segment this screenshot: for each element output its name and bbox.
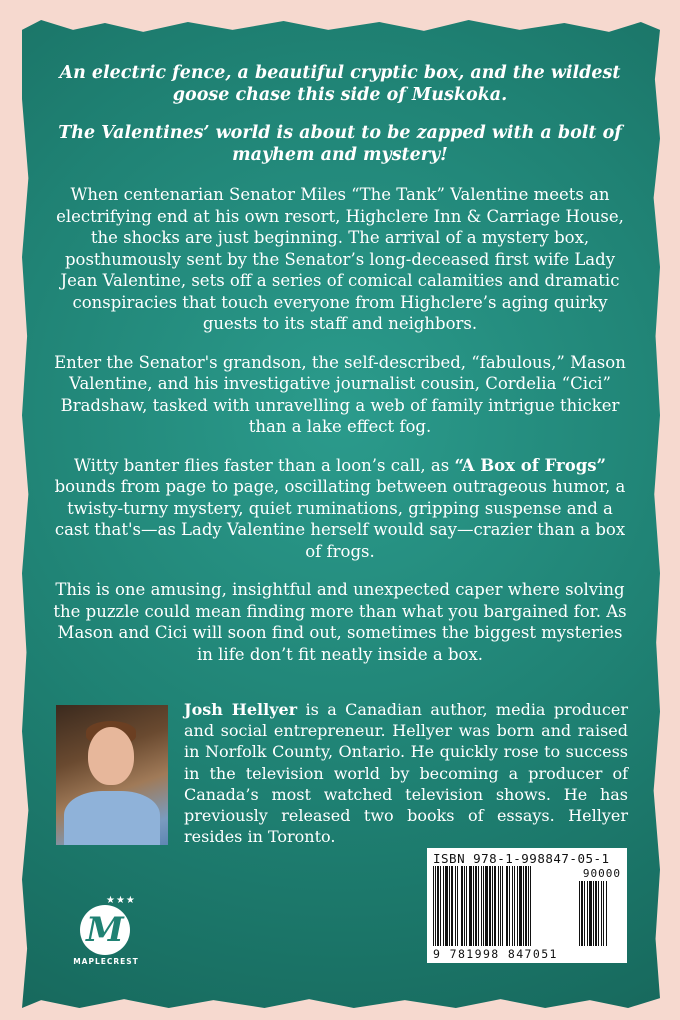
blurb-content xyxy=(50,62,630,682)
blurb-paragraph-1: When centenarian Senator Miles “The Tank” Valentine meets an electrifying end at his own resort, Highclere Inn & Carriage House, the shocks are just beginning. The arrival of a mystery box, posthumously sent by the Senator’s long-deceased first wife Lady Jean Valentine, sets off a series of comical calamities and dramatic conspiracies that touch everyone from Highclere’s aging quirky guests to its staff and neighbors. xyxy=(56,185,624,333)
price-code: 90000 xyxy=(582,867,621,880)
publisher-logo-letter: M xyxy=(86,910,124,950)
barcode-addon-bars xyxy=(579,881,621,946)
barcode-main-bars xyxy=(433,866,573,946)
isbn-number: ISBN 978-1-998847-05-1 xyxy=(433,851,610,866)
author-name: Josh Hellyer xyxy=(184,700,298,719)
blurb-paragraph-2: Enter the Senator's grandson, the self-described, “fabulous,” Mason Valentine, and his investigative journalist cousin, Cordelia “Cici” Bradshaw, tasked with unravelling a web of family intrigue thicker than a lake effect fog. xyxy=(54,352,626,436)
blurb-p3-after: bounds from page to page, oscillating between outrageous humor, a twisty-turny mystery, quiet ruminations, gripping suspense and a cast that's—as Lady Valentine herself would say—crazier than a box of frogs. xyxy=(54,477,626,561)
publisher-name: MAPLECREST xyxy=(73,957,139,966)
author-photo-shirt xyxy=(64,791,160,845)
publisher-logo xyxy=(73,895,139,975)
isbn-barcode xyxy=(427,848,627,963)
author-photo xyxy=(56,705,168,845)
author-photo-face xyxy=(88,727,134,785)
blurb-p3-before: Witty banter flies faster than a loon’s call, as xyxy=(73,455,455,475)
author-bio: is a Canadian author, media producer and social entrepreneur. Hellyer was born and raised in Norfolk County, Ontario. He quickly rose to success in the television world by becoming a producer of Canada’s most watched television shows. He has previously released two books of essays. Hellyer resides in Toronto. xyxy=(184,700,629,847)
publisher-logo-stars-icon: ★★★ xyxy=(106,895,136,906)
ean-digits: 9 781998 847051 xyxy=(433,947,558,961)
tagline-line-2: The Valentines’ world is about to be zapped with a bolt of mayhem and mystery! xyxy=(58,123,622,165)
barcode-gap xyxy=(607,881,608,946)
blurb-paragraph-3 xyxy=(50,455,630,563)
blurb-paragraph-4: This is one amusing, insightful and unexpected caper where solving the puzzle could mean finding more than what you bargained for. As Mason and Cici will soon find out, sometimes the biggest mysteries in life don’t fit neatly inside a box. xyxy=(53,580,627,664)
author-bio-text xyxy=(184,699,628,847)
book-title: “A Box of Frogs” xyxy=(454,455,607,475)
tagline-line-1: An electric fence, a beautiful cryptic box, and the wildest goose chase this side of Muskoka. xyxy=(59,63,621,105)
barcode-gap xyxy=(531,866,533,946)
